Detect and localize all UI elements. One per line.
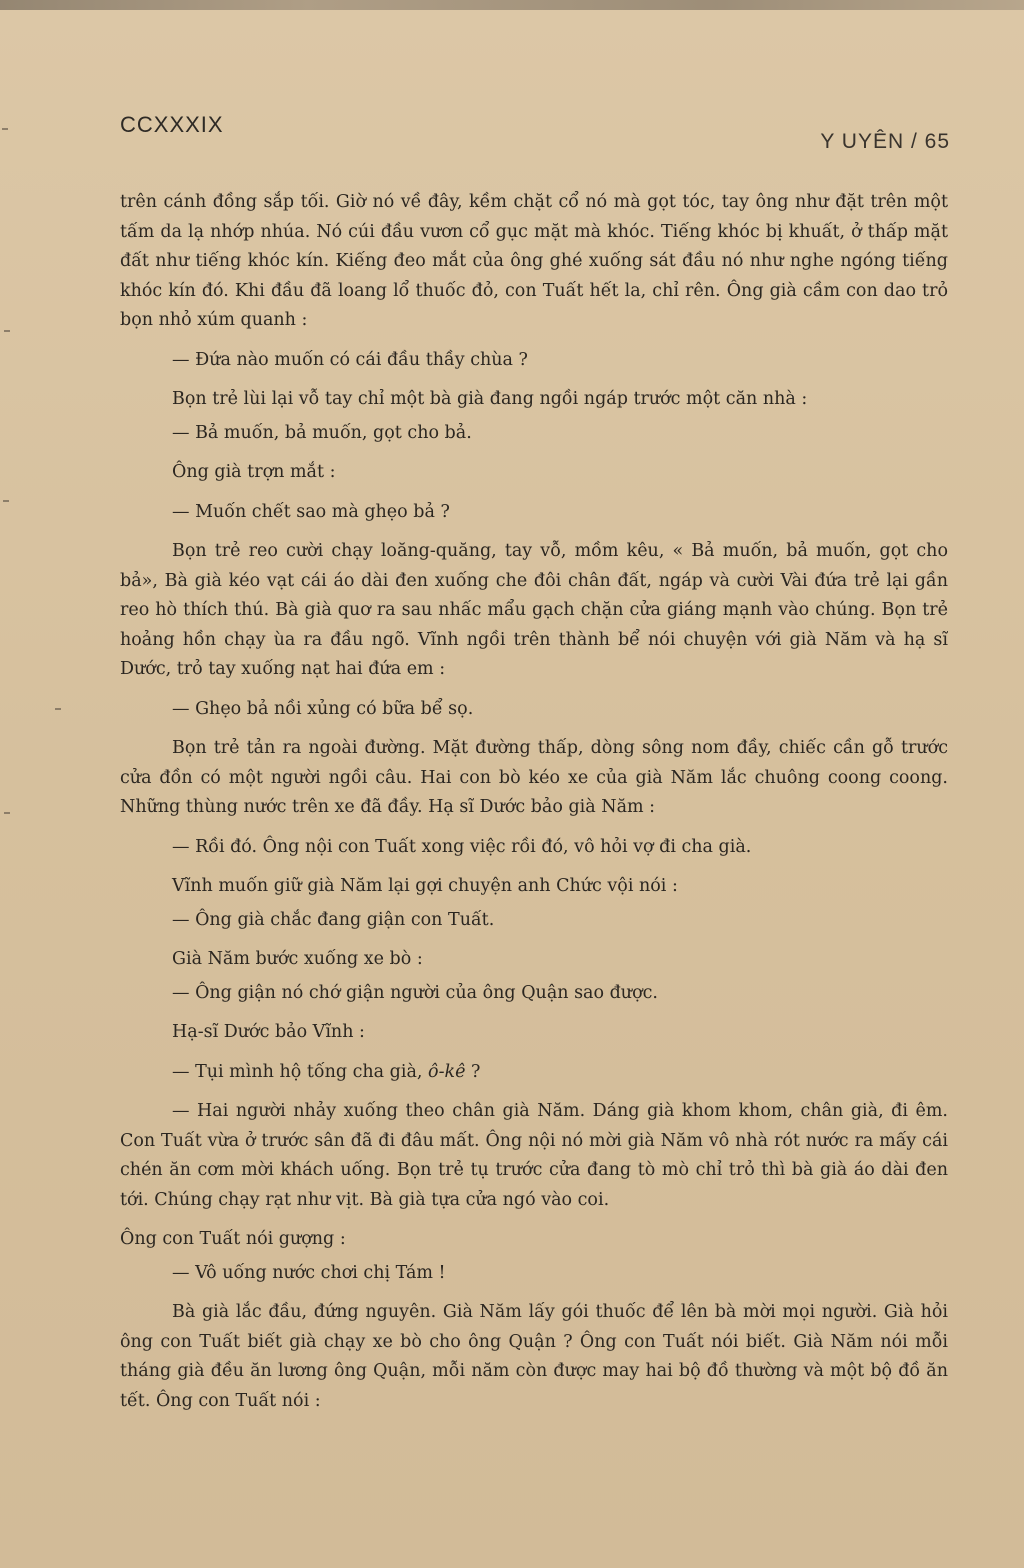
dialogue-line: — Ghẹo bả nồi xủng có bữa bể sọ. xyxy=(172,698,474,719)
page-header xyxy=(120,112,950,162)
paragraph: Bọn trẻ tản ra ngoài đường. Mặt đường thấp, dòng sông nom đầy, chiếc cần gỗ trước cửa đồn có một người ngồi câu. Hai con bò kéo xe của già Năm lắc chuông coong coong. Những thùng nước trên xe đã đầy. Hạ sĩ Dước bảo già Năm : xyxy=(120,738,948,817)
dialogue-line: — Vô uống nước chơi chị Tám ! xyxy=(172,1262,446,1283)
narration-line: Bọn trẻ lùi lại vỗ tay chỉ một bà già đang ngồi ngáp trước một căn nhà : xyxy=(172,389,808,409)
dialogue-text: ? xyxy=(465,1061,481,1082)
margin-mark xyxy=(4,812,10,814)
narration-line: Ông con Tuất nói gượng : xyxy=(120,1229,346,1249)
dialogue-text: — Tụi mình hộ tống cha già, xyxy=(172,1061,429,1082)
paragraph: trên cánh đồng sắp tối. Giờ nó về đây, kềm chặt cổ nó mà gọt tóc, tay ông như đặt trên một tấm da lạ nhớp nhúa. Nó cúi đầu vươn cổ gục mặt mà khóc. Tiếng khóc bị khuất, ở thấp mặt đất như tiếng khóc kín. Kiếng đeo mắt của ông ghé xuống sát đầu nó như nghe ngóng tiếng khóc kín đó. Khi đầu đã loang lổ thuốc đỏ, con Tuất hết la, chỉ rên. Ông già cầm con dao trỏ bọn nhỏ xúm quanh : xyxy=(120,192,948,330)
narration-line: Vĩnh muốn giữ già Năm lại gợi chuyện anh Chức vội nói : xyxy=(172,876,678,896)
volume-number: CCXXXIX xyxy=(120,112,224,137)
dialogue-line: — Muốn chết sao mà ghẹo bả ? xyxy=(172,501,450,522)
margin-mark xyxy=(3,500,9,502)
paragraph: Bọn trẻ reo cười chạy loăng-quăng, tay vỗ, mồm kêu, « Bả muốn, bả muốn, gọt cho bả», Bà già kéo vạt cái áo dài đen xuống che đôi chân đất, ngáp và cười Vài đứa trẻ lại gần reo hò thích thú. Bà già quơ ra sau nhấc mẩu gạch chặn cửa giáng mạnh vào chúng. Bọn trẻ hoảng hồn chạy ùa ra đầu ngõ. Vĩnh ngồi trên thành bể nói chuyện với già Năm và hạ sĩ Dước, trỏ tay xuống nạt hai đứa em : xyxy=(120,541,948,679)
paragraph: Bà già lắc đầu, đứng nguyên. Già Năm lấy gói thuốc để lên bà mời mọi người. Già hỏi ông con Tuất biết già chạy xe bò cho ông Quận ? Ông con Tuất nói biết. Già Năm nói mỗi tháng già đều ăn lương ông Quận, mỗi năm còn được may hai bộ đồ thường và một bộ đồ ăn tết. Ông con Tuất nói : xyxy=(120,1302,948,1411)
dialogue-line: — Bả muốn, bả muốn, gọt cho bả. xyxy=(172,422,472,443)
paragraph: — Hai người nhảy xuống theo chân già Năm. Dáng già khom khom, chân già, đi êm. Con Tuất vừa ở trước sân đã đi đâu mất. Ông nội nó mời già Năm vô nhà rót nước ra mấy cái chén ăn cơm mời khách uống. Bọn trẻ tụ trước cửa đang tò mò chỉ trỏ thì bà già áo dài đen tới. Chúng chạy rạt như vịt. Bà già tựa cửa ngó vào coi. xyxy=(120,1101,948,1210)
dialogue-line: — Đứa nào muốn có cái đầu thầy chùa ? xyxy=(172,349,528,370)
running-head: Y UYÊN / 65 xyxy=(820,130,950,153)
dialogue-line: — Rồi đó. Ông nội con Tuất xong việc rồi đó, vô hỏi vợ đi cha già. xyxy=(172,836,752,857)
margin-mark xyxy=(4,330,10,332)
italic-word: ô-kê xyxy=(428,1061,466,1082)
narration-line: Hạ-sĩ Dước bảo Vĩnh : xyxy=(172,1022,365,1042)
narration-line: Ông già trợn mắt : xyxy=(172,462,336,482)
margin-mark xyxy=(2,128,8,130)
dialogue-line xyxy=(120,1058,948,1088)
dialogue-line: — Ông giận nó chớ giận người của ông Quận sao được. xyxy=(172,982,658,1003)
dialogue-line: — Ông già chắc đang giận con Tuất. xyxy=(172,909,495,930)
margin-mark xyxy=(55,708,61,710)
page-body xyxy=(120,188,948,1426)
top-border xyxy=(0,0,1024,10)
narration-line: Già Năm bước xuống xe bò : xyxy=(172,949,423,969)
